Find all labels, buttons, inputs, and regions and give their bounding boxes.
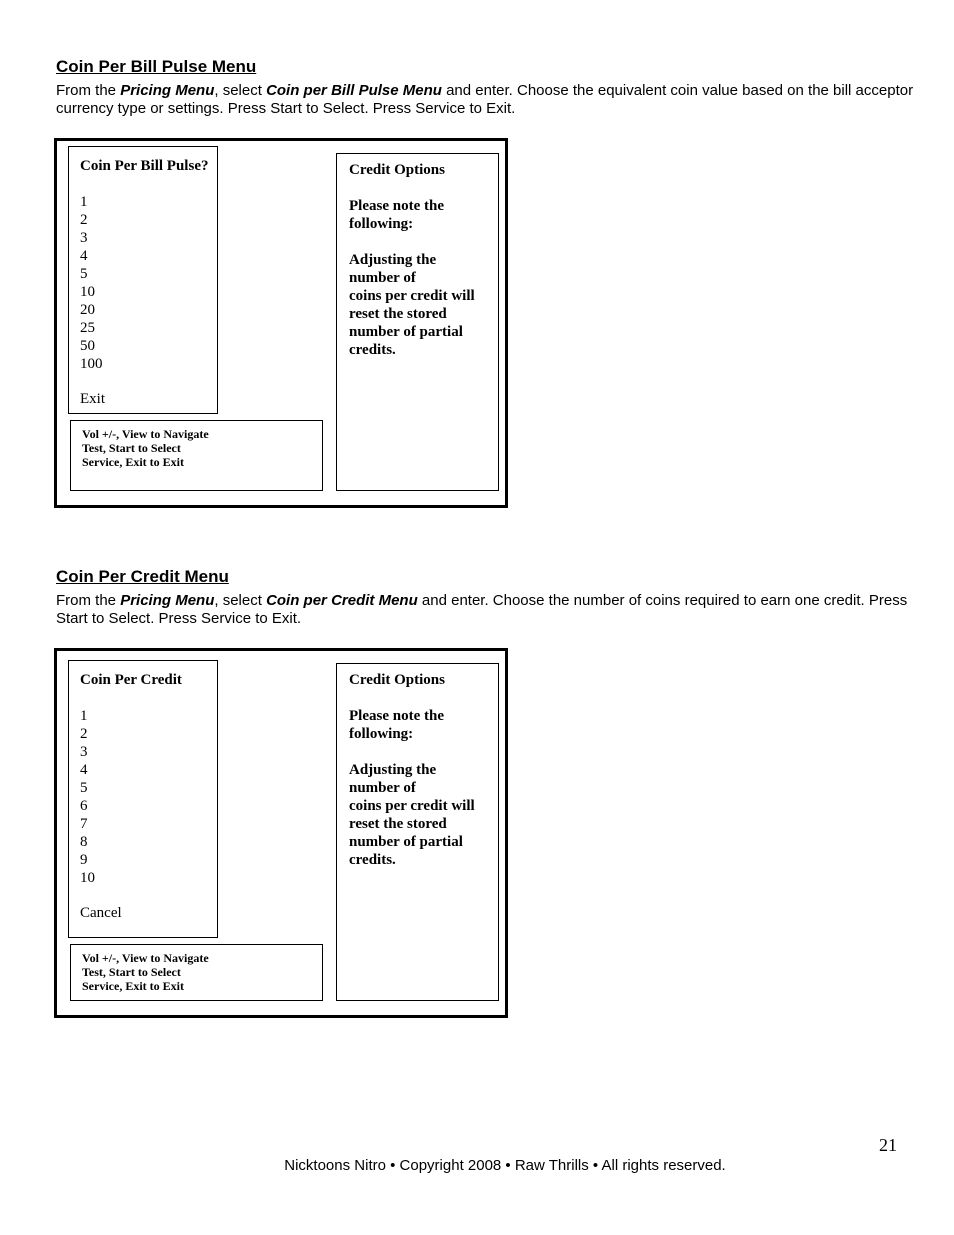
nav-help-line: Service, Exit to Exit [82, 979, 184, 993]
note-line: reset the stored [349, 816, 447, 832]
note-line: reset the stored [349, 306, 447, 322]
note-line: Please note the [349, 708, 444, 724]
navigation-help-box [70, 420, 323, 491]
menu-option[interactable]: 9 [80, 852, 88, 868]
menu-option[interactable]: 10 [80, 870, 95, 886]
note-line: number of [349, 270, 416, 286]
menu-option[interactable]: 25 [80, 320, 95, 336]
note-line: number of partial [349, 834, 463, 850]
menu-option[interactable]: 100 [80, 356, 103, 372]
section-heading-coin-per-credit: Coin Per Credit Menu [56, 567, 229, 586]
coin-per-credit-screen-mockup [54, 648, 508, 1018]
credit-options-note-box [336, 663, 499, 1001]
navigation-help-box [70, 944, 323, 1001]
note-line: number of partial [349, 324, 463, 340]
bill-pulse-menu-list-box [68, 146, 218, 414]
note-line: credits. [349, 852, 396, 868]
nav-help-line: Vol +/-, View to Navigate [82, 951, 209, 965]
note-line: number of [349, 780, 416, 796]
credit-options-note-box [336, 153, 499, 491]
menu-option[interactable]: 1 [80, 708, 88, 724]
note-title: Credit Options [349, 162, 445, 178]
coin-per-credit-menu-ref: Coin per Credit Menu [266, 592, 418, 609]
option-list [80, 193, 217, 373]
note-line: Adjusting the [349, 252, 437, 268]
menu-option[interactable]: 5 [80, 266, 88, 282]
menu-option[interactable]: 3 [80, 230, 88, 246]
note-line: coins per credit will [349, 798, 475, 814]
cancel-option[interactable]: Cancel [80, 905, 122, 921]
note-line: coins per credit will [349, 288, 475, 304]
pricing-menu-ref: Pricing Menu [120, 82, 215, 99]
menu-option[interactable]: 50 [80, 338, 95, 354]
note-line: credits. [349, 342, 396, 358]
menu-option[interactable]: 2 [80, 726, 88, 742]
section-intro-bill-pulse: From the Pricing Menu, select Coin per Bill Pulse Menu and enter. Choose the equivalent coin value based on the bill acceptor currency type or settings. Press Start to Select. Press Service to Exit. [56, 82, 914, 117]
menu-title: Coin Per Bill Pulse? [80, 158, 209, 174]
bill-pulse-screen-mockup [54, 138, 508, 508]
note-line: Please note the [349, 198, 444, 214]
page-number: 21 [879, 1135, 897, 1155]
section-intro-coin-per-credit: From the Pricing Menu, select Coin per Credit Menu and enter. Choose the number of coins required to earn one credit. Press Start to Select. Press Service to Exit. [56, 592, 908, 627]
nav-help-line: Service, Exit to Exit [82, 455, 184, 469]
menu-option[interactable]: 20 [80, 302, 95, 318]
menu-option[interactable]: 10 [80, 284, 95, 300]
menu-option[interactable]: 4 [80, 762, 88, 778]
menu-option[interactable]: 2 [80, 212, 88, 228]
menu-option[interactable]: 5 [80, 780, 88, 796]
copyright-footer: Nicktoons Nitro • Copyright 2008 • Raw Thrills • All rights reserved. [284, 1157, 726, 1174]
option-list [80, 707, 217, 887]
note-line: following: [349, 726, 414, 742]
nav-help-line: Vol +/-, View to Navigate [82, 427, 209, 441]
menu-option[interactable]: 3 [80, 744, 88, 760]
menu-option[interactable]: 8 [80, 834, 88, 850]
note-title: Credit Options [349, 672, 445, 688]
menu-option[interactable]: 1 [80, 194, 88, 210]
exit-option[interactable]: Exit [80, 391, 105, 407]
menu-option[interactable]: 4 [80, 248, 88, 264]
menu-option[interactable]: 6 [80, 798, 88, 814]
section-heading-bill-pulse: Coin Per Bill Pulse Menu [56, 57, 257, 76]
menu-option[interactable]: 7 [80, 816, 88, 832]
bill-pulse-menu-ref: Coin per Bill Pulse Menu [266, 82, 442, 99]
nav-help-line: Test, Start to Select [82, 965, 181, 979]
note-line: following: [349, 216, 414, 232]
menu-title: Coin Per Credit [80, 672, 182, 688]
pricing-menu-ref: Pricing Menu [120, 592, 215, 609]
coin-per-credit-menu-list-box [68, 660, 218, 938]
nav-help-line: Test, Start to Select [82, 441, 181, 455]
note-line: Adjusting the [349, 762, 437, 778]
